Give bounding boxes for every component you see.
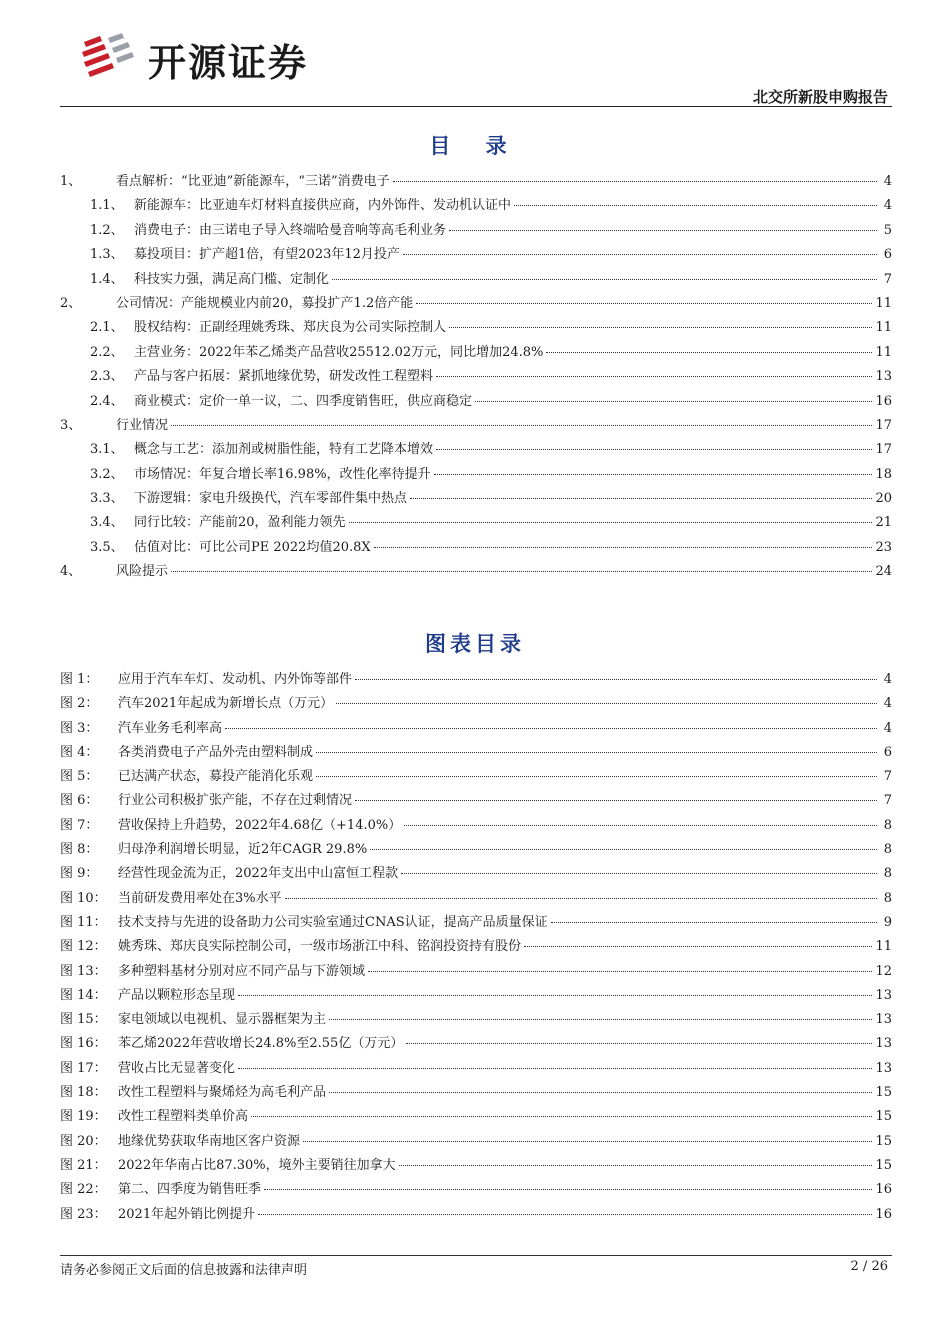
- figure-entry-title: 2022年华南占比87.30%，境外主要销往加拿大: [118, 1157, 396, 1173]
- figure-entry-number: 图 23：: [60, 1206, 107, 1222]
- toc-entry-page: 23: [875, 539, 892, 555]
- figure-entry-leader: [404, 825, 877, 826]
- toc-entry[interactable]: [60, 438, 892, 462]
- figure-entry-title: 经营性现金流为正，2022年支出中山富恒工程款: [118, 866, 399, 882]
- figure-entry-number: 图 18：: [60, 1085, 107, 1101]
- toc-entry-page: 11: [875, 320, 892, 336]
- toc-entry[interactable]: [60, 341, 892, 365]
- figure-entry-number: 图 16：: [60, 1036, 107, 1052]
- figure-entry-title: 营收保持上升趋势，2022年4.68亿（+14.0%）: [118, 817, 402, 833]
- figure-entry-number: 图 19：: [60, 1109, 107, 1125]
- toc-entry-number: 2.3、: [90, 369, 124, 385]
- figure-entry-title: 地缘优势获取华南地区客户资源: [118, 1133, 301, 1149]
- figure-entry-leader: [399, 1165, 873, 1166]
- toc-entry-leader: [374, 547, 873, 548]
- toc-entry-leader: [171, 571, 872, 572]
- figure-entry[interactable]: [60, 1008, 892, 1032]
- figure-entry-number: 图 12：: [60, 939, 107, 955]
- figure-entry-leader: [524, 946, 872, 947]
- figure-entry-leader: [406, 1043, 872, 1044]
- figure-entry-title: 家电领域以电视机、显示器框架为主: [118, 1012, 327, 1028]
- page-indicator: 2 / 26: [850, 1259, 888, 1274]
- toc-entry-number: 3.2、: [90, 466, 124, 482]
- figure-entry-page: 4: [883, 672, 892, 687]
- toc-entry-page: 17: [875, 417, 892, 433]
- figure-entry-page: 7: [883, 769, 892, 785]
- figure-entry-page: 7: [883, 793, 892, 809]
- toc-entry-number: 3.5、: [90, 539, 124, 555]
- toc-entry[interactable]: [60, 487, 892, 511]
- toc-entry-page: 18: [875, 466, 892, 482]
- figure-entry-number: 图 21：: [60, 1157, 107, 1173]
- toc-entry-title: 股权结构：正副经理姚秀珠、郑庆良为公司实际控制人: [134, 320, 447, 336]
- figure-entry-title: 营收占比无显著变化: [118, 1060, 236, 1076]
- toc-entry-leader: [349, 522, 873, 523]
- toc-entry-number: 1.3、: [90, 247, 124, 263]
- toc-entry-number: 2、: [60, 295, 82, 311]
- brand-name: 开源证券: [148, 41, 309, 85]
- figure-entry-leader: [329, 1092, 872, 1093]
- toc-entry-title: 主营业务：2022年苯乙烯类产品营收25512.02万元，同比增加24.8%: [134, 344, 544, 360]
- toc-entry[interactable]: [60, 268, 892, 292]
- figure-entry[interactable]: [60, 935, 892, 959]
- figure-entry[interactable]: [60, 668, 892, 692]
- figure-entry-page: 8: [883, 842, 892, 858]
- toc-entry-number: 3.4、: [90, 515, 124, 531]
- figure-entry-leader: [329, 1019, 872, 1020]
- toc-entry-leader: [332, 279, 877, 280]
- toc-entry-title: 行业情况: [116, 417, 169, 433]
- figure-entry-leader: [225, 728, 877, 729]
- toc-entry-leader: [393, 181, 877, 182]
- figure-entry-leader: [370, 849, 877, 850]
- figure-entry-title: 技术支持与先进的设备助力公司实验室通过CNAS认证，提高产品质量保证: [118, 914, 548, 930]
- toc-entry-title: 科技实力强，满足高门槛、定制化: [134, 271, 330, 287]
- figure-entry[interactable]: [60, 1105, 892, 1129]
- toc-entry-number: 2.1、: [90, 320, 124, 336]
- figure-entry-title: 汽车业务毛利率高: [118, 720, 223, 736]
- figure-entry-title: 汽车2021年起成为新增长点（万元）: [118, 696, 334, 712]
- figure-entry-number: 图 8：: [60, 842, 99, 858]
- toc-entry-title: 看点解析：“比亚迪”新能源车，“三诺”消费电子: [116, 174, 390, 189]
- figure-entry[interactable]: [60, 1032, 892, 1056]
- toc-entry-leader: [416, 303, 872, 304]
- toc-entry-page: 6: [883, 247, 892, 263]
- figure-entry[interactable]: [60, 741, 892, 765]
- figure-entry-leader: [355, 800, 877, 801]
- figure-entry-title: 归母净利润增长明显，近2年CAGR 29.8%: [118, 842, 368, 858]
- figure-entry[interactable]: [60, 1130, 892, 1154]
- figure-entry[interactable]: [60, 984, 892, 1008]
- toc-entry-page: 11: [875, 344, 892, 360]
- toc-entry-title: 消费电子：由三诺电子导入终端哈曼音响等高毛利业务: [134, 222, 447, 238]
- toc-title: 目 录: [429, 134, 521, 158]
- toc-entry-title: 同行比较：产能前20，盈利能力领先: [134, 515, 346, 531]
- figure-entry-number: 图 17：: [60, 1060, 107, 1076]
- figure-entry-number: 图 1：: [60, 672, 99, 687]
- figure-entry-page: 13: [875, 1060, 892, 1076]
- toc-entry-title: 公司情况：产能规模业内前20，募投扩产1.2倍产能: [116, 295, 414, 311]
- footer-disclaimer: 请务必参阅正文后面的信息披露和法律声明: [60, 1263, 308, 1278]
- figure-entry-number: 图 6：: [60, 793, 99, 809]
- figure-entry-number: 图 5：: [60, 769, 99, 785]
- toc-entry[interactable]: [60, 365, 892, 389]
- report-type: 北交所新股申购报告: [752, 88, 888, 106]
- figure-entry-page: 6: [883, 744, 892, 760]
- footer-divider: [60, 1255, 892, 1256]
- toc-entry[interactable]: [60, 560, 892, 584]
- figure-entry-leader: [368, 971, 872, 972]
- toc-entry[interactable]: [60, 316, 892, 340]
- figure-entry[interactable]: [60, 1178, 892, 1202]
- toc-entry-leader: [436, 449, 872, 450]
- toc-entry-leader: [546, 352, 872, 353]
- figure-entry-page: 13: [875, 1036, 892, 1052]
- figure-entry-number: 图 22：: [60, 1182, 107, 1198]
- figure-entry[interactable]: [60, 1154, 892, 1178]
- company-logo: [78, 28, 368, 84]
- figure-entry[interactable]: [60, 960, 892, 984]
- figure-entry-page: 16: [875, 1182, 892, 1198]
- toc-entry-number: 4、: [60, 564, 82, 580]
- figure-entry-number: 图 14：: [60, 987, 107, 1003]
- toc-entry-leader: [171, 425, 872, 426]
- figure-entry-leader: [251, 1116, 872, 1117]
- figure-entry-page: 15: [875, 1085, 892, 1101]
- figure-entry-leader: [551, 922, 877, 923]
- figure-entry-page: 15: [875, 1157, 892, 1173]
- toc-entry-leader: [449, 230, 877, 231]
- figure-entry[interactable]: [60, 862, 892, 886]
- toc-entry-page: 4: [883, 174, 892, 189]
- figure-entry[interactable]: [60, 765, 892, 789]
- toc-entry-leader: [403, 254, 877, 255]
- figure-entry-title: 当前研发费用率处在3%水平: [118, 890, 282, 906]
- figure-entry-page: 15: [875, 1109, 892, 1125]
- toc-entry-leader: [514, 205, 877, 206]
- figure-entry-number: 图 15：: [60, 1012, 107, 1028]
- figure-entry[interactable]: [60, 1057, 892, 1081]
- figure-entry[interactable]: [60, 1203, 892, 1227]
- toc-entry-title: 风险提示: [116, 564, 169, 580]
- toc-entry-title: 商业模式：定价一单一议，二、四季度销售旺，供应商稳定: [134, 393, 473, 409]
- figure-entry-title: 苯乙烯2022年营收增长24.8%至2.55亿（万元）: [118, 1036, 404, 1052]
- toc-entry-page: 7: [883, 271, 892, 287]
- figure-entry-page: 13: [875, 1012, 892, 1028]
- toc-entry-title: 产品与客户拓展：紧抓地缘优势，研发改性工程塑料: [134, 369, 434, 385]
- figures-list: [60, 668, 892, 1227]
- toc-entry-leader: [475, 401, 872, 402]
- figure-entry[interactable]: [60, 717, 892, 741]
- toc-entry-leader: [449, 327, 872, 328]
- toc-entry[interactable]: [60, 511, 892, 535]
- figure-entry-leader: [258, 1214, 872, 1215]
- figure-entry-leader: [238, 1068, 872, 1069]
- toc-entry-page: 20: [875, 491, 892, 507]
- toc-entry-page: 24: [875, 564, 892, 580]
- figure-entry-title: 产品以颗粒形态呈现: [118, 987, 236, 1003]
- figure-entry[interactable]: [60, 692, 892, 716]
- toc-entry-number: 2.4、: [90, 393, 124, 409]
- figure-entry-number: 图 4：: [60, 744, 99, 760]
- figure-entry-page: 8: [883, 866, 892, 882]
- toc-entry[interactable]: [60, 243, 892, 267]
- toc-entry-page: 11: [875, 295, 892, 311]
- figure-entry-title: 改性工程塑料与聚烯烃为高毛利产品: [118, 1085, 327, 1101]
- toc-entry-title: 新能源车：比亚迪车灯材料直接供应商，内外饰件、发动机认证中: [134, 198, 512, 214]
- toc-entry-leader: [410, 498, 872, 499]
- toc-entry[interactable]: [60, 414, 892, 438]
- toc-entry-number: 1.4、: [90, 271, 124, 287]
- figure-entry[interactable]: [60, 911, 892, 935]
- toc-entry-page: 13: [875, 369, 892, 385]
- figure-entry-leader: [355, 679, 877, 680]
- figure-entry-page: 11: [875, 939, 892, 955]
- figure-entry-leader: [316, 776, 877, 777]
- figure-entry-page: 8: [883, 817, 892, 833]
- figure-entry-title: 各类消费电子产品外壳由塑料制成: [118, 744, 314, 760]
- figure-entry[interactable]: [60, 789, 892, 813]
- toc-entry-number: 1.2、: [90, 222, 124, 238]
- figure-entry-number: 图 11：: [60, 914, 107, 930]
- toc-list: [60, 170, 892, 585]
- figure-entry-number: 图 13：: [60, 963, 107, 979]
- figures-title: 图表目录: [425, 632, 525, 656]
- toc-entry-title: 下游逻辑：家电升级换代，汽车零部件集中热点: [134, 491, 408, 507]
- header-divider: [60, 106, 892, 107]
- toc-entry-page: 16: [875, 393, 892, 409]
- toc-entry[interactable]: [60, 292, 892, 316]
- figure-entry-title: 姚秀珠、郑庆良实际控制公司，一级市场浙江中科、铭润投资持有股份: [118, 939, 522, 955]
- toc-entry-number: 3、: [60, 417, 82, 433]
- toc-entry-number: 3.1、: [90, 442, 124, 458]
- toc-entry-title: 估值对比：可比公司PE 2022均值20.8X: [134, 539, 371, 555]
- figure-entry-leader: [401, 873, 877, 874]
- figure-entry-title: 第二、四季度为销售旺季: [118, 1182, 262, 1198]
- figure-entry-page: 4: [883, 720, 892, 736]
- toc-entry[interactable]: [60, 463, 892, 487]
- figure-entry-leader: [285, 898, 877, 899]
- figure-entry-number: 图 2：: [60, 696, 99, 712]
- figure-entry[interactable]: [60, 838, 892, 862]
- figure-entry-number: 图 10：: [60, 890, 107, 906]
- toc-entry-number: 1、: [60, 174, 82, 189]
- figure-entry-title: 应用于汽车车灯、发动机、内外饰等部件: [118, 672, 353, 687]
- figure-entry-title: 已达满产状态，募投产能消化乐观: [118, 769, 314, 785]
- toc-entry-title: 募投项目：扩产超1倍，有望2023年12月投产: [134, 247, 400, 263]
- figure-entry[interactable]: [60, 887, 892, 911]
- toc-entry-page: 5: [883, 222, 892, 238]
- toc-entry-number: 2.2、: [90, 344, 124, 360]
- figure-entry-number: 图 3：: [60, 720, 99, 736]
- figure-entry-leader: [316, 752, 877, 753]
- figure-entry-page: 8: [883, 890, 892, 906]
- figure-entry-number: 图 9：: [60, 866, 99, 882]
- toc-entry-page: 21: [875, 515, 892, 531]
- figure-entry-leader: [238, 995, 872, 996]
- toc-entry-number: 1.1、: [90, 198, 124, 214]
- toc-entry[interactable]: [60, 194, 892, 218]
- figure-entry-page: 16: [875, 1206, 892, 1222]
- toc-entry-page: 4: [883, 198, 892, 214]
- figure-entry-page: 15: [875, 1133, 892, 1149]
- figure-entry-page: 12: [875, 963, 892, 979]
- figure-entry-page: 9: [883, 914, 892, 930]
- logo-mark-icon: [78, 28, 140, 84]
- figure-entry[interactable]: [60, 814, 892, 838]
- figure-entry-title: 2021年起外销比例提升: [118, 1206, 256, 1222]
- figure-entry[interactable]: [60, 1081, 892, 1105]
- toc-entry[interactable]: [60, 390, 892, 414]
- figure-entry-page: 4: [883, 696, 892, 712]
- toc-entry-title: 市场情况：年复合增长率16.98%，改性化率待提升: [134, 466, 431, 482]
- toc-entry[interactable]: [60, 536, 892, 560]
- figure-entry-number: 图 7：: [60, 817, 99, 833]
- figure-entry-title: 行业公司积极扩张产能，不存在过剩情况: [118, 793, 353, 809]
- figure-entry-number: 图 20：: [60, 1133, 107, 1149]
- toc-entry-leader: [434, 474, 873, 475]
- toc-entry[interactable]: [60, 170, 892, 194]
- toc-entry-number: 3.3、: [90, 491, 124, 507]
- toc-entry-page: 17: [875, 442, 892, 458]
- figure-entry-page: 13: [875, 987, 892, 1003]
- figure-entry-leader: [303, 1141, 872, 1142]
- toc-entry-title: 概念与工艺：添加剂或树脂性能，特有工艺降本增效: [134, 442, 434, 458]
- figure-entry-title: 多种塑料基材分别对应不同产品与下游领域: [118, 963, 366, 979]
- toc-entry-leader: [436, 376, 872, 377]
- toc-entry[interactable]: [60, 219, 892, 243]
- figure-entry-leader: [336, 703, 877, 704]
- figure-entry-title: 改性工程塑料类单价高: [118, 1109, 249, 1125]
- figure-entry-leader: [264, 1189, 872, 1190]
